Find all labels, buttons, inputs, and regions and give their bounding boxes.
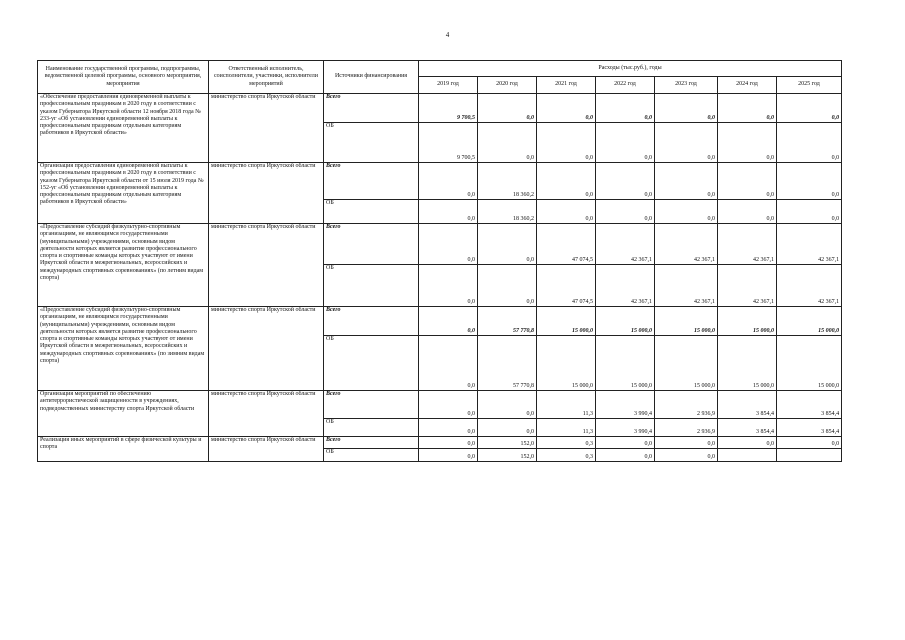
value-cell: 0,3 — [537, 449, 596, 462]
value-cell: 0,0 — [655, 123, 718, 163]
budget-table — [37, 60, 842, 462]
value-cell: 0,0 — [419, 437, 478, 449]
header-year: 2025 год — [777, 77, 842, 94]
value-cell: 0,0 — [596, 437, 655, 449]
header-year: 2022 год — [596, 77, 655, 94]
value-cell: 0,0 — [419, 200, 478, 224]
value-cell: 2 936,9 — [655, 419, 718, 437]
source-ob: ОБ — [324, 123, 419, 163]
value-cell: 42 367,1 — [596, 224, 655, 265]
header-year: 2024 год — [718, 77, 777, 94]
value-cell: 0,0 — [537, 200, 596, 224]
value-cell: 3 854,4 — [718, 391, 777, 419]
table-row — [38, 307, 842, 336]
header-year: 2023 год — [655, 77, 718, 94]
executor: министерство спорта Иркутской области — [209, 94, 324, 163]
value-cell: 15 000,0 — [655, 307, 718, 336]
source-total: Всего — [324, 307, 419, 336]
value-cell: 42 367,1 — [777, 265, 842, 307]
value-cell: 0,0 — [419, 449, 478, 462]
value-cell: 0,0 — [718, 163, 777, 200]
header-expenses: Расходы (тыс.руб.), годы — [419, 61, 842, 77]
value-cell: 0,0 — [718, 200, 777, 224]
value-cell: 11,3 — [537, 419, 596, 437]
header-executor: Ответственный исполнитель, соисполнители, участники, исполнители мероприятий — [209, 61, 324, 94]
value-cell: 0,0 — [419, 224, 478, 265]
value-cell — [777, 449, 842, 462]
measure-name: «Предоставление субсидий физкультурно-спортивным организациям, не являющимся государственными (муниципальными) учреждениями, основным видом деятельности которых является развитие профессионального спорта и спортивные команды которых участвуют от имени Иркутской области в межрегиональных, всероссийских и международных спортивных соревнованиях» (по летним видам спорта) — [38, 224, 209, 307]
value-cell: 2 936,9 — [655, 391, 718, 419]
value-cell — [718, 449, 777, 462]
value-cell: 0,0 — [655, 200, 718, 224]
value-cell: 15 000,0 — [655, 336, 718, 391]
value-cell: 3 854,4 — [777, 391, 842, 419]
header-year: 2019 год — [419, 77, 478, 94]
source-ob: ОБ — [324, 449, 419, 462]
value-cell: 15 000,0 — [596, 307, 655, 336]
value-cell: 152,0 — [478, 437, 537, 449]
value-cell: 0,0 — [596, 94, 655, 123]
value-cell: 47 074,5 — [537, 224, 596, 265]
value-cell: 0,0 — [478, 224, 537, 265]
table-row — [38, 437, 842, 449]
value-cell: 15 000,0 — [718, 307, 777, 336]
value-cell: 0,0 — [537, 123, 596, 163]
value-cell: 0,0 — [419, 163, 478, 200]
executor: министерство спорта Иркутской области — [209, 391, 324, 437]
value-cell: 0,0 — [596, 449, 655, 462]
header-year: 2020 год — [478, 77, 537, 94]
value-cell: 0,0 — [777, 200, 842, 224]
source-total: Всего — [324, 391, 419, 419]
value-cell: 0,0 — [537, 163, 596, 200]
value-cell: 0,0 — [655, 437, 718, 449]
measure-name: Организация предоставления единовременной выплаты к профессиональным праздникам в 2020 году в соответствии с указом Губернатора Иркутской области от 15 июля 2019 года № 152-уг «Об установлении единовременной выплаты к профессиональным праздникам отдельным категориям работников в Иркутской области» — [38, 163, 209, 224]
value-cell: 42 367,1 — [655, 265, 718, 307]
value-cell: 9 700,5 — [419, 94, 478, 123]
value-cell: 3 854,4 — [718, 419, 777, 437]
page-number: 4 — [445, 31, 450, 39]
table-row — [38, 94, 842, 123]
value-cell: 3 854,4 — [777, 419, 842, 437]
header-year: 2021 год — [537, 77, 596, 94]
measure-name: Реализация иных мероприятий в сфере физической культуры и спорта — [38, 437, 209, 462]
table-row — [38, 163, 842, 200]
value-cell: 0,0 — [596, 200, 655, 224]
value-cell: 0,0 — [777, 94, 842, 123]
value-cell: 15 000,0 — [537, 336, 596, 391]
executor: министерство спорта Иркутской области — [209, 307, 324, 391]
value-cell: 0,0 — [655, 449, 718, 462]
value-cell: 0,0 — [718, 123, 777, 163]
value-cell: 0,0 — [478, 391, 537, 419]
value-cell: 0,0 — [419, 391, 478, 419]
source-ob: ОБ — [324, 336, 419, 391]
value-cell: 0,0 — [419, 336, 478, 391]
value-cell: 152,0 — [478, 449, 537, 462]
measure-name: «Предоставление субсидий физкультурно-спортивным организациям, не являющимся государственными (муниципальными) учреждениями, основным видом деятельности которых является развитие профессионального спорта и спортивные команды которых участвуют от имени Иркутской области в межрегиональных, всероссийских и международных спортивных соревнованиях» (по зимним видам спорта) — [38, 307, 209, 391]
value-cell: 0,0 — [655, 163, 718, 200]
value-cell: 0,0 — [596, 163, 655, 200]
value-cell: 18 360,2 — [478, 200, 537, 224]
value-cell: 15 000,0 — [777, 307, 842, 336]
value-cell: 42 367,1 — [596, 265, 655, 307]
header-row — [38, 61, 842, 77]
value-cell: 0,0 — [419, 265, 478, 307]
value-cell: 0,0 — [718, 437, 777, 449]
value-cell: 42 367,1 — [777, 224, 842, 265]
value-cell: 42 367,1 — [718, 224, 777, 265]
value-cell: 15 000,0 — [718, 336, 777, 391]
value-cell: 57 770,8 — [478, 336, 537, 391]
value-cell: 0,0 — [419, 307, 478, 336]
value-cell: 0,0 — [478, 265, 537, 307]
source-total: Всего — [324, 224, 419, 265]
value-cell: 18 360,2 — [478, 163, 537, 200]
source-total: Всего — [324, 437, 419, 449]
value-cell: 42 367,1 — [718, 265, 777, 307]
executor: министерство спорта Иркутской области — [209, 224, 324, 307]
value-cell: 9 700,5 — [419, 123, 478, 163]
value-cell: 0,0 — [777, 437, 842, 449]
value-cell: 0,0 — [419, 419, 478, 437]
table-row — [38, 391, 842, 419]
value-cell: 42 367,1 — [655, 224, 718, 265]
source-total: Всего — [324, 94, 419, 123]
value-cell: 0,0 — [596, 123, 655, 163]
value-cell: 3 990,4 — [596, 419, 655, 437]
value-cell: 15 000,0 — [596, 336, 655, 391]
measure-name: Организация мероприятий по обеспечению антитеррористической защищенности в учреждениях, подведомственных министерству спорта Иркутской области — [38, 391, 209, 437]
value-cell: 11,3 — [537, 391, 596, 419]
measure-name: «Обеспечение предоставления единовременной выплаты к профессиональным праздникам в 2020 году в соответствии с указом Губернатора Иркутской области 12 ноября 2018 года № 233-уг «Об установлении единовременной выплаты к профессиональным праздникам отдельным категориям работников в Иркутской области» — [38, 94, 209, 163]
value-cell: 0,0 — [478, 123, 537, 163]
value-cell: 15 000,0 — [537, 307, 596, 336]
value-cell: 0,0 — [478, 419, 537, 437]
value-cell: 0,0 — [777, 163, 842, 200]
value-cell: 15 000,0 — [777, 336, 842, 391]
value-cell: 0,0 — [537, 94, 596, 123]
executor: министерство спорта Иркутской области — [209, 437, 324, 462]
value-cell: 57 770,8 — [478, 307, 537, 336]
value-cell: 0,0 — [655, 94, 718, 123]
header-source: Источники финансирования — [324, 61, 419, 94]
executor: министерство спорта Иркутской области — [209, 163, 324, 224]
value-cell: 0,0 — [718, 94, 777, 123]
value-cell: 47 074,5 — [537, 265, 596, 307]
table-row — [38, 224, 842, 265]
value-cell: 0,0 — [777, 123, 842, 163]
header-name: Наименование государственной программы, подпрограммы, ведомственной целевой программы, основного мероприятия, мероприятия — [38, 61, 209, 94]
source-ob: ОБ — [324, 265, 419, 307]
source-ob: ОБ — [324, 419, 419, 437]
value-cell: 0,0 — [478, 94, 537, 123]
value-cell: 0,3 — [537, 437, 596, 449]
source-total: Всего — [324, 163, 419, 200]
source-ob: ОБ — [324, 200, 419, 224]
value-cell: 3 990,4 — [596, 391, 655, 419]
